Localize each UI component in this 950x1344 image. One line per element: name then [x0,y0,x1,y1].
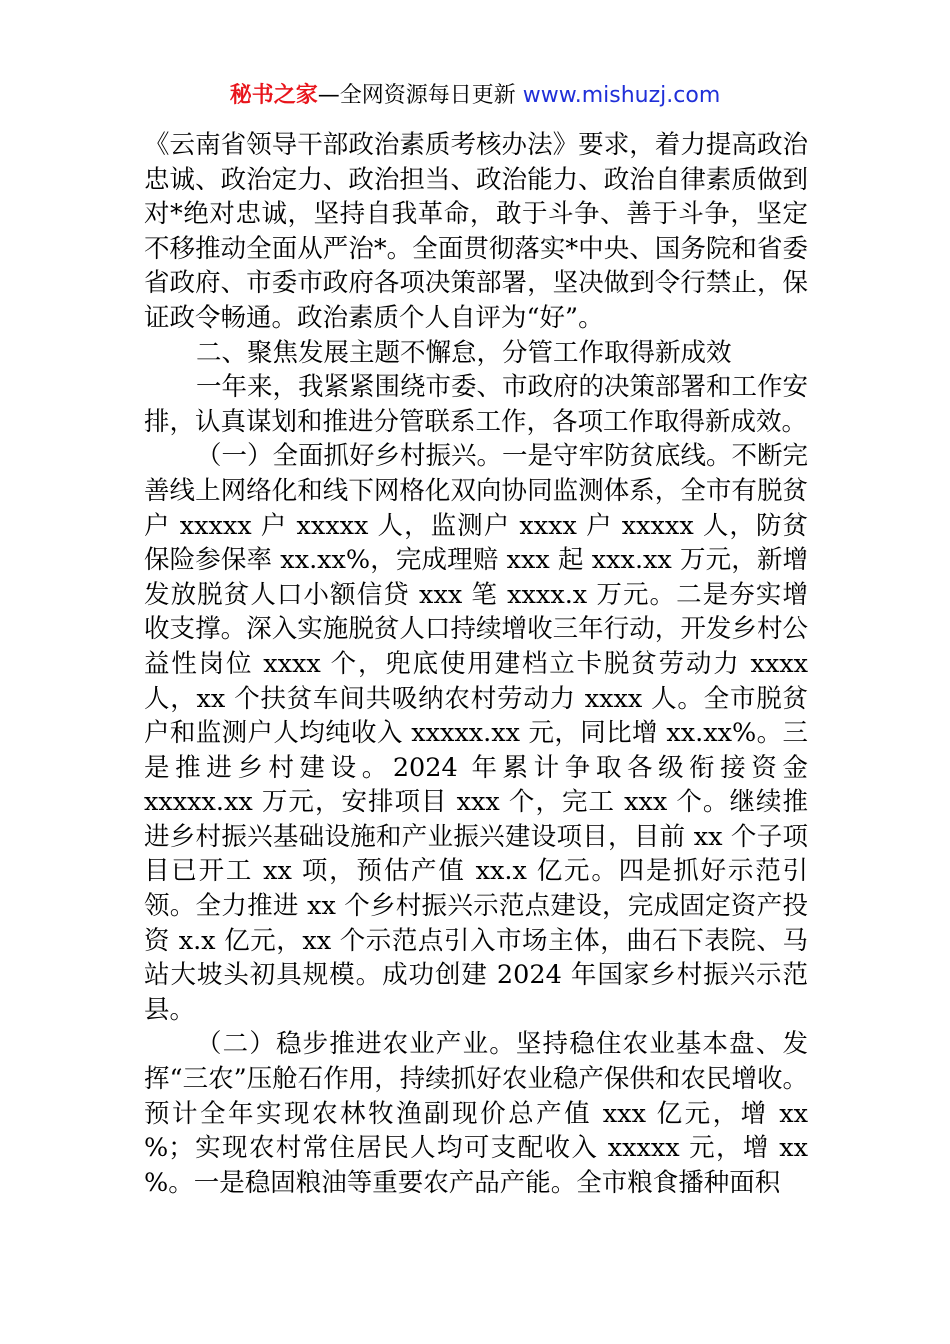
website-link[interactable]: www.mishuzj.com [522,83,721,108]
page-header [0,80,950,112]
header-tagline: —全网资源每日更新 [317,83,523,108]
brand-name: 秘书之家 [229,83,318,108]
paragraph-political-quality: 《云南省领导干部政治素质考核办法》要求，着力提高政治忠诚、政治定力、政治担当、政治能力、政治自律素质做到对*绝对忠诚，坚持自我革命，敢于斗争、善于斗争，坚定不移推动全面从严治*。全面贯彻落实*中央、国务院和省委省政府、市委市政府各项决策部署，坚决做到令行禁止，保证政令畅通。政治素质个人自评为“好”。 [144,130,808,333]
paragraph-rural-revitalization: （一）全面抓好乡村振兴。一是守牢防贫底线。不断完善线上网络化和线下网格化双向协同监测体系，全市有脱贫户 xxxxx 户 xxxxx 人，监测户 xxxx 户 xxxxx 人，防贫保险参保率 xx.xx%，完成理赔 xxx 起 xxx.xx 万元，新增发放脱贫人口小额信贷 xxx 笔 xxxx.x 万元。二是夯实增收支撑。深入实施脱贫人口持续增收三年行动，开发乡村公益性岗位 xxxx 个，兜底使用建档立卡脱贫劳动力 xxxx 人，xx 个扶贫车间共吸纳农村劳动力 xxxx 人。全市脱贫户和监测户人均纯收入 xxxxx.xx 元，同比增 xx.xx%。三是推进乡村建设。2024 年累计争取各级衔接资金 xxxxx.xx 万元，安排项目 xxx 个，完工 xxx 个。继续推进乡村振兴基础设施和产业振兴建设项目，目前 xx 个子项目已开工 xx 项，预估产值 xx.x 亿元。四是抓好示范引领。全力推进 xx 个乡村振兴示范点建设，完成固定资产投资 x.x 亿元，xx 个示范点引入市场主体，曲石下表院、马站大坡头初具规模。成功创建 2024 年国家乡村振兴示范县。 [144,441,809,1025]
section-heading: 二、聚焦发展主题不懈怠，分管工作取得新成效 [196,337,732,368]
paragraph-agriculture: （二）稳步推进农业产业。坚持稳住农业基本盘、发挥“三农”压舱石作用，持续抓好农业稳产保供和农民增收。预计全年实现农林牧渔副现价总产值 xxx 亿元，增 xx %；实现农村常住居民人均可支配收入 xxxxx 元，增 xx %。一是稳固粮油等重要农产品产能。全市粮食播种面积 [144,1029,808,1198]
paragraph-year-summary: 一年来，我紧紧围绕市委、市政府的决策部署和工作安排，认真谋划和推进分管联系工作，各项工作取得新成效。 [144,372,809,437]
document-body [144,128,808,1200]
